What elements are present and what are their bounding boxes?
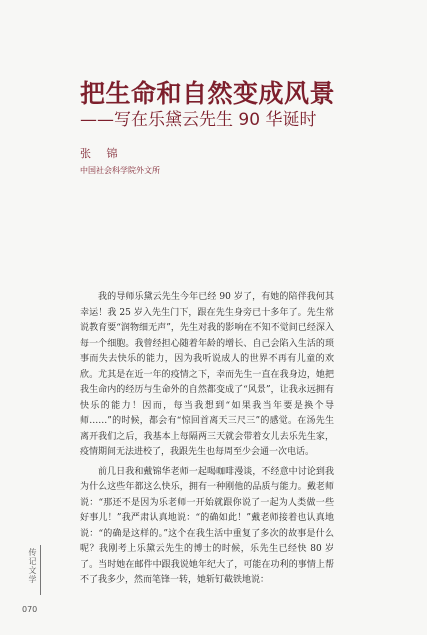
author-name: 张 锦 xyxy=(80,147,124,160)
paragraph: 我的导师乐黛云先生今年已经 90 岁了，有她的陪伴我何其幸运！我 25 岁入先生门下，跟在先生身旁已十多年了。先生常说教育要“润物细无声”，先生对我的影响在不知不觉间已经深入每一个细胞。我曾经担心随着年龄的增长、自己会陷入生活的琐事而失去快乐的能力，因为我听说成人的世界不再有儿童的欢欣。尤其是在近一年的疫情之下，幸而先生一直在我身边，她把我生命内的经历与生命外的自然都变成了“风景”，让我永远拥有快乐的能力！因而，每当我想到“如果我当年要是换个导师……”的时候，都会有“惊回首离天三尺三”的感觉。在汤先生离开我们之后，我基本上每隔两三天就会带着女儿去乐先生家，疫情期间无法进校了，我跟先生也每周至少会通一次电话。 xyxy=(80,292,334,457)
article-title: 把生命和自然变成风景 xyxy=(80,79,336,108)
article-body xyxy=(80,290,334,593)
page-number: 070 xyxy=(22,605,38,614)
article-subtitle: ——写在乐黛云先生 90 华诞时 xyxy=(80,110,317,130)
journal-section-label: 传记文学 xyxy=(28,548,37,584)
paragraph: 前几日我和戴锦华老师一起喝咖啡漫谈，不经意中讨论到我为什么这些年都这么快乐，拥有一种刚他的品质与能力。戴老师说：“那还不是因为乐老师一开始就跟你说了一起为人类做一些好事儿！”我严肃认真地说：“的确如此！”戴老师接着也认真地说：“的确是这样的。”这个在我生活中重复了多次的故事是什么呢？我刚考上乐黛云先生的博士的时候，乐先生已经快 80 岁了。当时她在邮件中跟我说她年纪大了，可能在功利的事情上帮不了我多少，然而笔锋一转，她斩钉截铁地说： xyxy=(80,466,334,585)
margin-rule xyxy=(40,545,41,595)
author-affiliation: 中国社会科学院外文所 xyxy=(80,166,160,175)
